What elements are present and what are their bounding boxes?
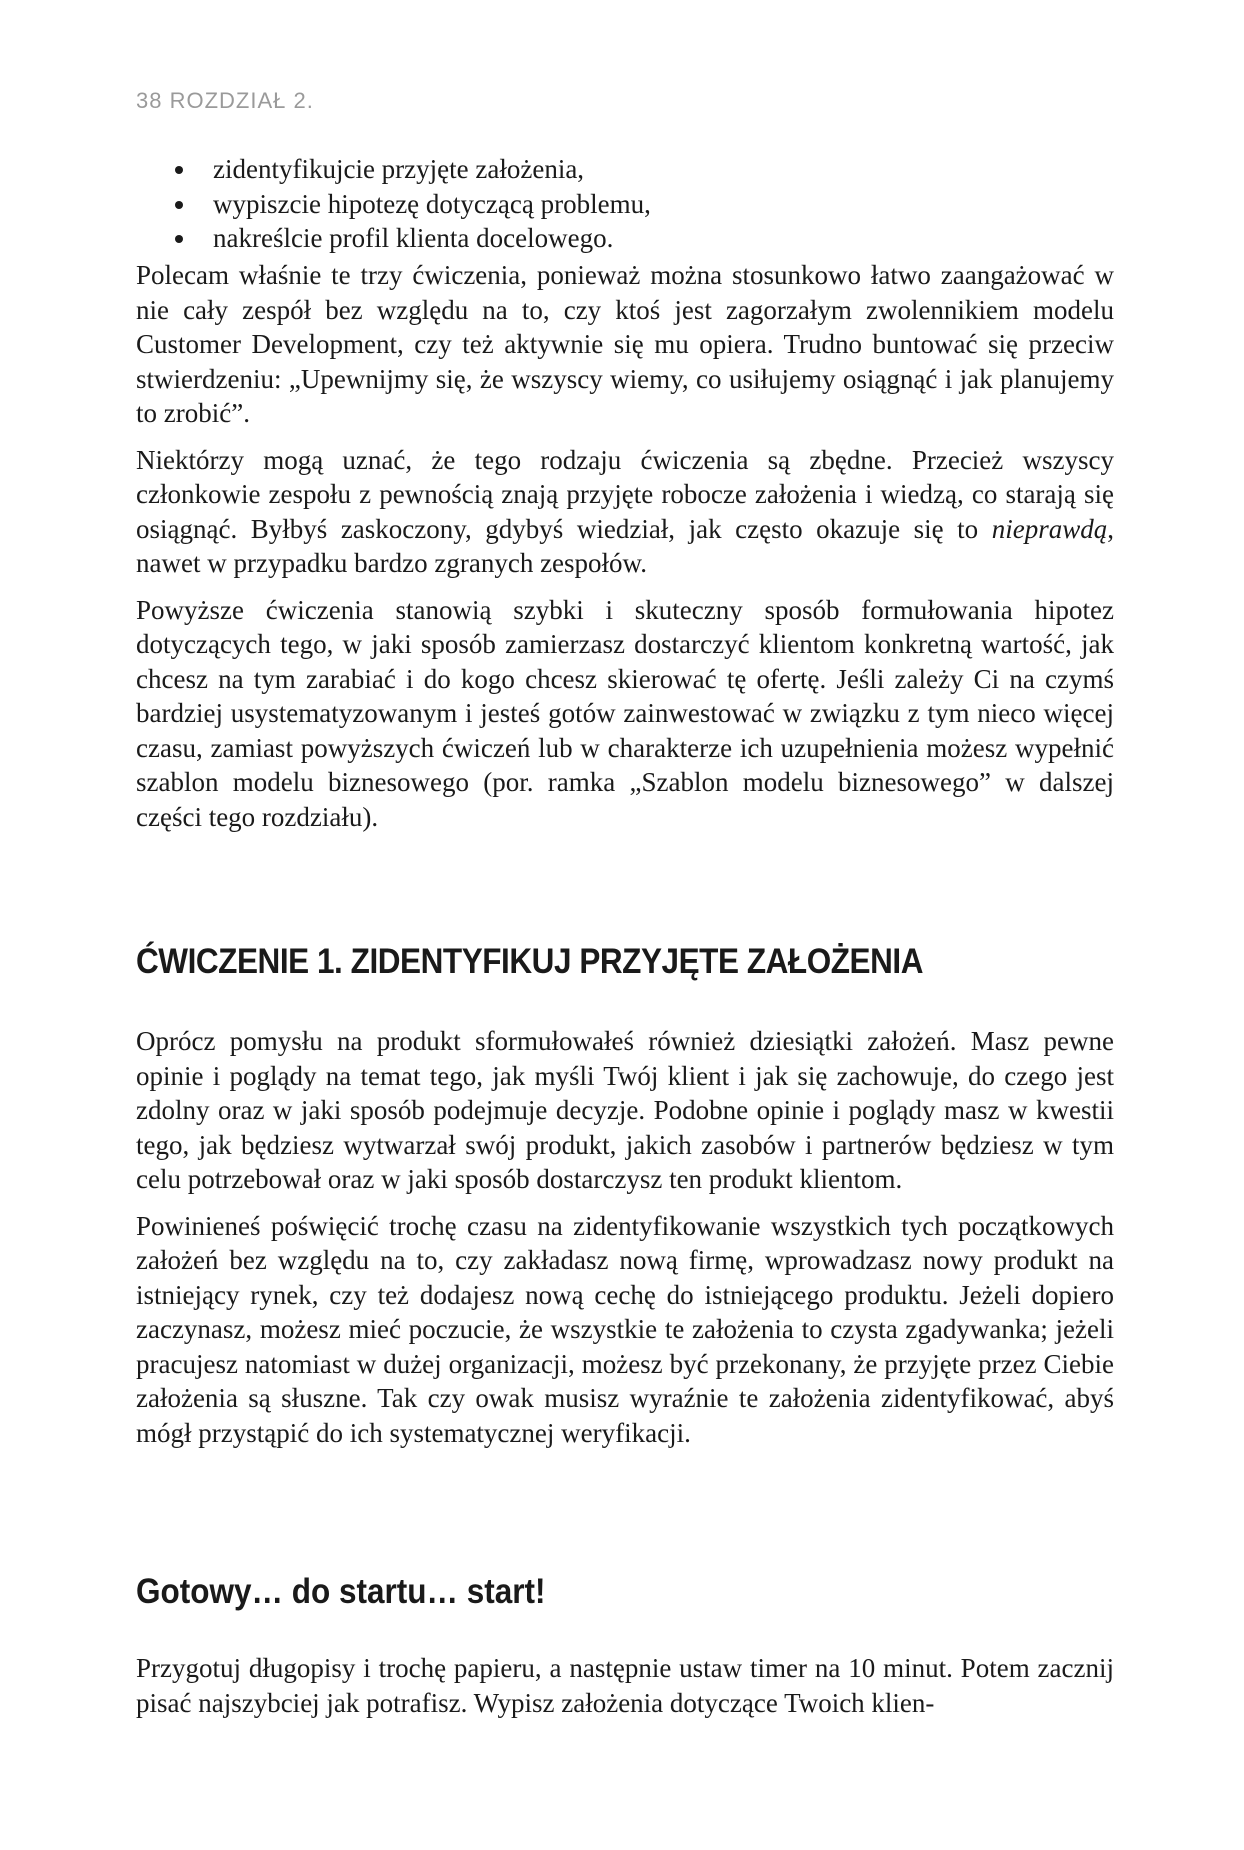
section-text xyxy=(136,1024,1114,1462)
paragraph xyxy=(136,443,1114,581)
section-heading: ĆWICZENIE 1. ZIDENTYFIKUJ PRZYJĘTE ZAŁOŻENIA xyxy=(136,942,924,981)
subheading: Gotowy… do startu… start! xyxy=(136,1572,546,1611)
final-text xyxy=(136,1651,1114,1732)
intro-text xyxy=(136,258,1114,846)
bullet-text: nakreślcie profil klienta docelowego. xyxy=(213,223,614,253)
bullet-icon xyxy=(175,166,183,174)
running-head: 38 ROZDZIAŁ 2. xyxy=(136,88,314,113)
list-item xyxy=(136,221,1114,256)
bullet-text: wypiszcie hipotezę dotyczącą problemu, xyxy=(213,188,651,219)
paragraph: Oprócz pomysłu na produkt sformułowałeś również dziesiątki założeń. Masz pewne opinie i poglądy na temat tego, jak myśli Twój klient i jak się zachowuje, do czego jest zdolny oraz w jaki sposób podejmuje decyzje. Podobne opinie i poglądy masz w kwestii tego, jak będziesz wytwarzał swój produkt, jakich zasobów i partnerów będziesz w tym celu potrzebował oraz w jaki sposób dostarczysz ten produkt klientom. xyxy=(136,1026,1114,1194)
paragraph-text: Niektórzy mogą uznać, że tego rodzaju ćwiczenia są zbędne. Przecież wszyscy członkowie zespołu z pewnością znają przyjęte robocze założenia i wiedzą, co starają się osiągnąć. Byłbyś zaskoczony, gdybyś wiedział, jak często okazuje się to xyxy=(136,444,1114,544)
paragraph: Powyższe ćwiczenia stanowią szybki i skuteczny sposób formułowania hipotez dotyczących tego, w jaki sposób zamierzasz dostarczyć klientom konkretną wartość, jak chcesz na tym zarabiać i do kogo chcesz skierować tę ofertę. Jeśli zależy Ci na czymś bardziej usystematyzowanym i jesteś gotów zainwestować w związku z tym nieco więcej czasu, zamiast powyższych ćwiczeń lub w charakterze ich uzupełnienia możesz wypełnić szablon modelu biznesowego (por. ramka „Szablon modelu biznesowego” w dalszej części tego rozdziału). xyxy=(136,594,1114,832)
bullet-text: zidentyfikujcie przyjęte założenia, xyxy=(213,154,585,184)
list-item xyxy=(136,152,1114,187)
list-item xyxy=(136,187,1114,222)
bullet-icon xyxy=(175,235,183,243)
bullet-list xyxy=(136,152,1114,256)
paragraph-text: , nawet w przypadku bardzo zgranych zespołów. xyxy=(136,513,1114,578)
paragraph: Przygotuj długopisy i trochę papieru, a następnie ustaw timer na 10 minut. Potem zacznij pisać najszybciej jak potrafisz. Wypisz założenia dotyczące Twoich klien- xyxy=(136,1653,1114,1718)
paragraph: Polecam właśnie te trzy ćwiczenia, ponieważ można stosunkowo łatwo zaangażować w nie cały zespół bez względu na to, czy ktoś jest zagorzałym zwolennikiem modelu Customer Development, czy też aktywnie się mu opiera. Trudno buntować się przeciw stwierdzeniu: „Upewnijmy się, że wszyscy wiemy, co usiłujemy osiągnąć i jak planujemy to zrobić”. xyxy=(136,260,1114,428)
paragraph: Powinieneś poświęcić trochę czasu na zidentyfikowanie wszystkich tych początkowych założeń bez względu na to, czy zakładasz nową firmę, wprowadzasz nowy produkt na istniejący rynek, czy też dodajesz nową cechę do istniejącego produktu. Jeżeli dopiero zaczynasz, możesz mieć poczucie, że wszystkie te założenia to czysta zgadywanka; jeżeli pracujesz natomiast w dużej organizacji, możesz być przekonany, że przyjęte przez Ciebie założenia są słuszne. Tak czy owak musisz wyraźnie te założenia zidentyfikować, abyś mógł przystąpić do ich systematycznej weryfikacji. xyxy=(136,1210,1114,1448)
bullet-icon xyxy=(175,201,183,209)
emphasis-text: nieprawdą xyxy=(991,513,1108,544)
